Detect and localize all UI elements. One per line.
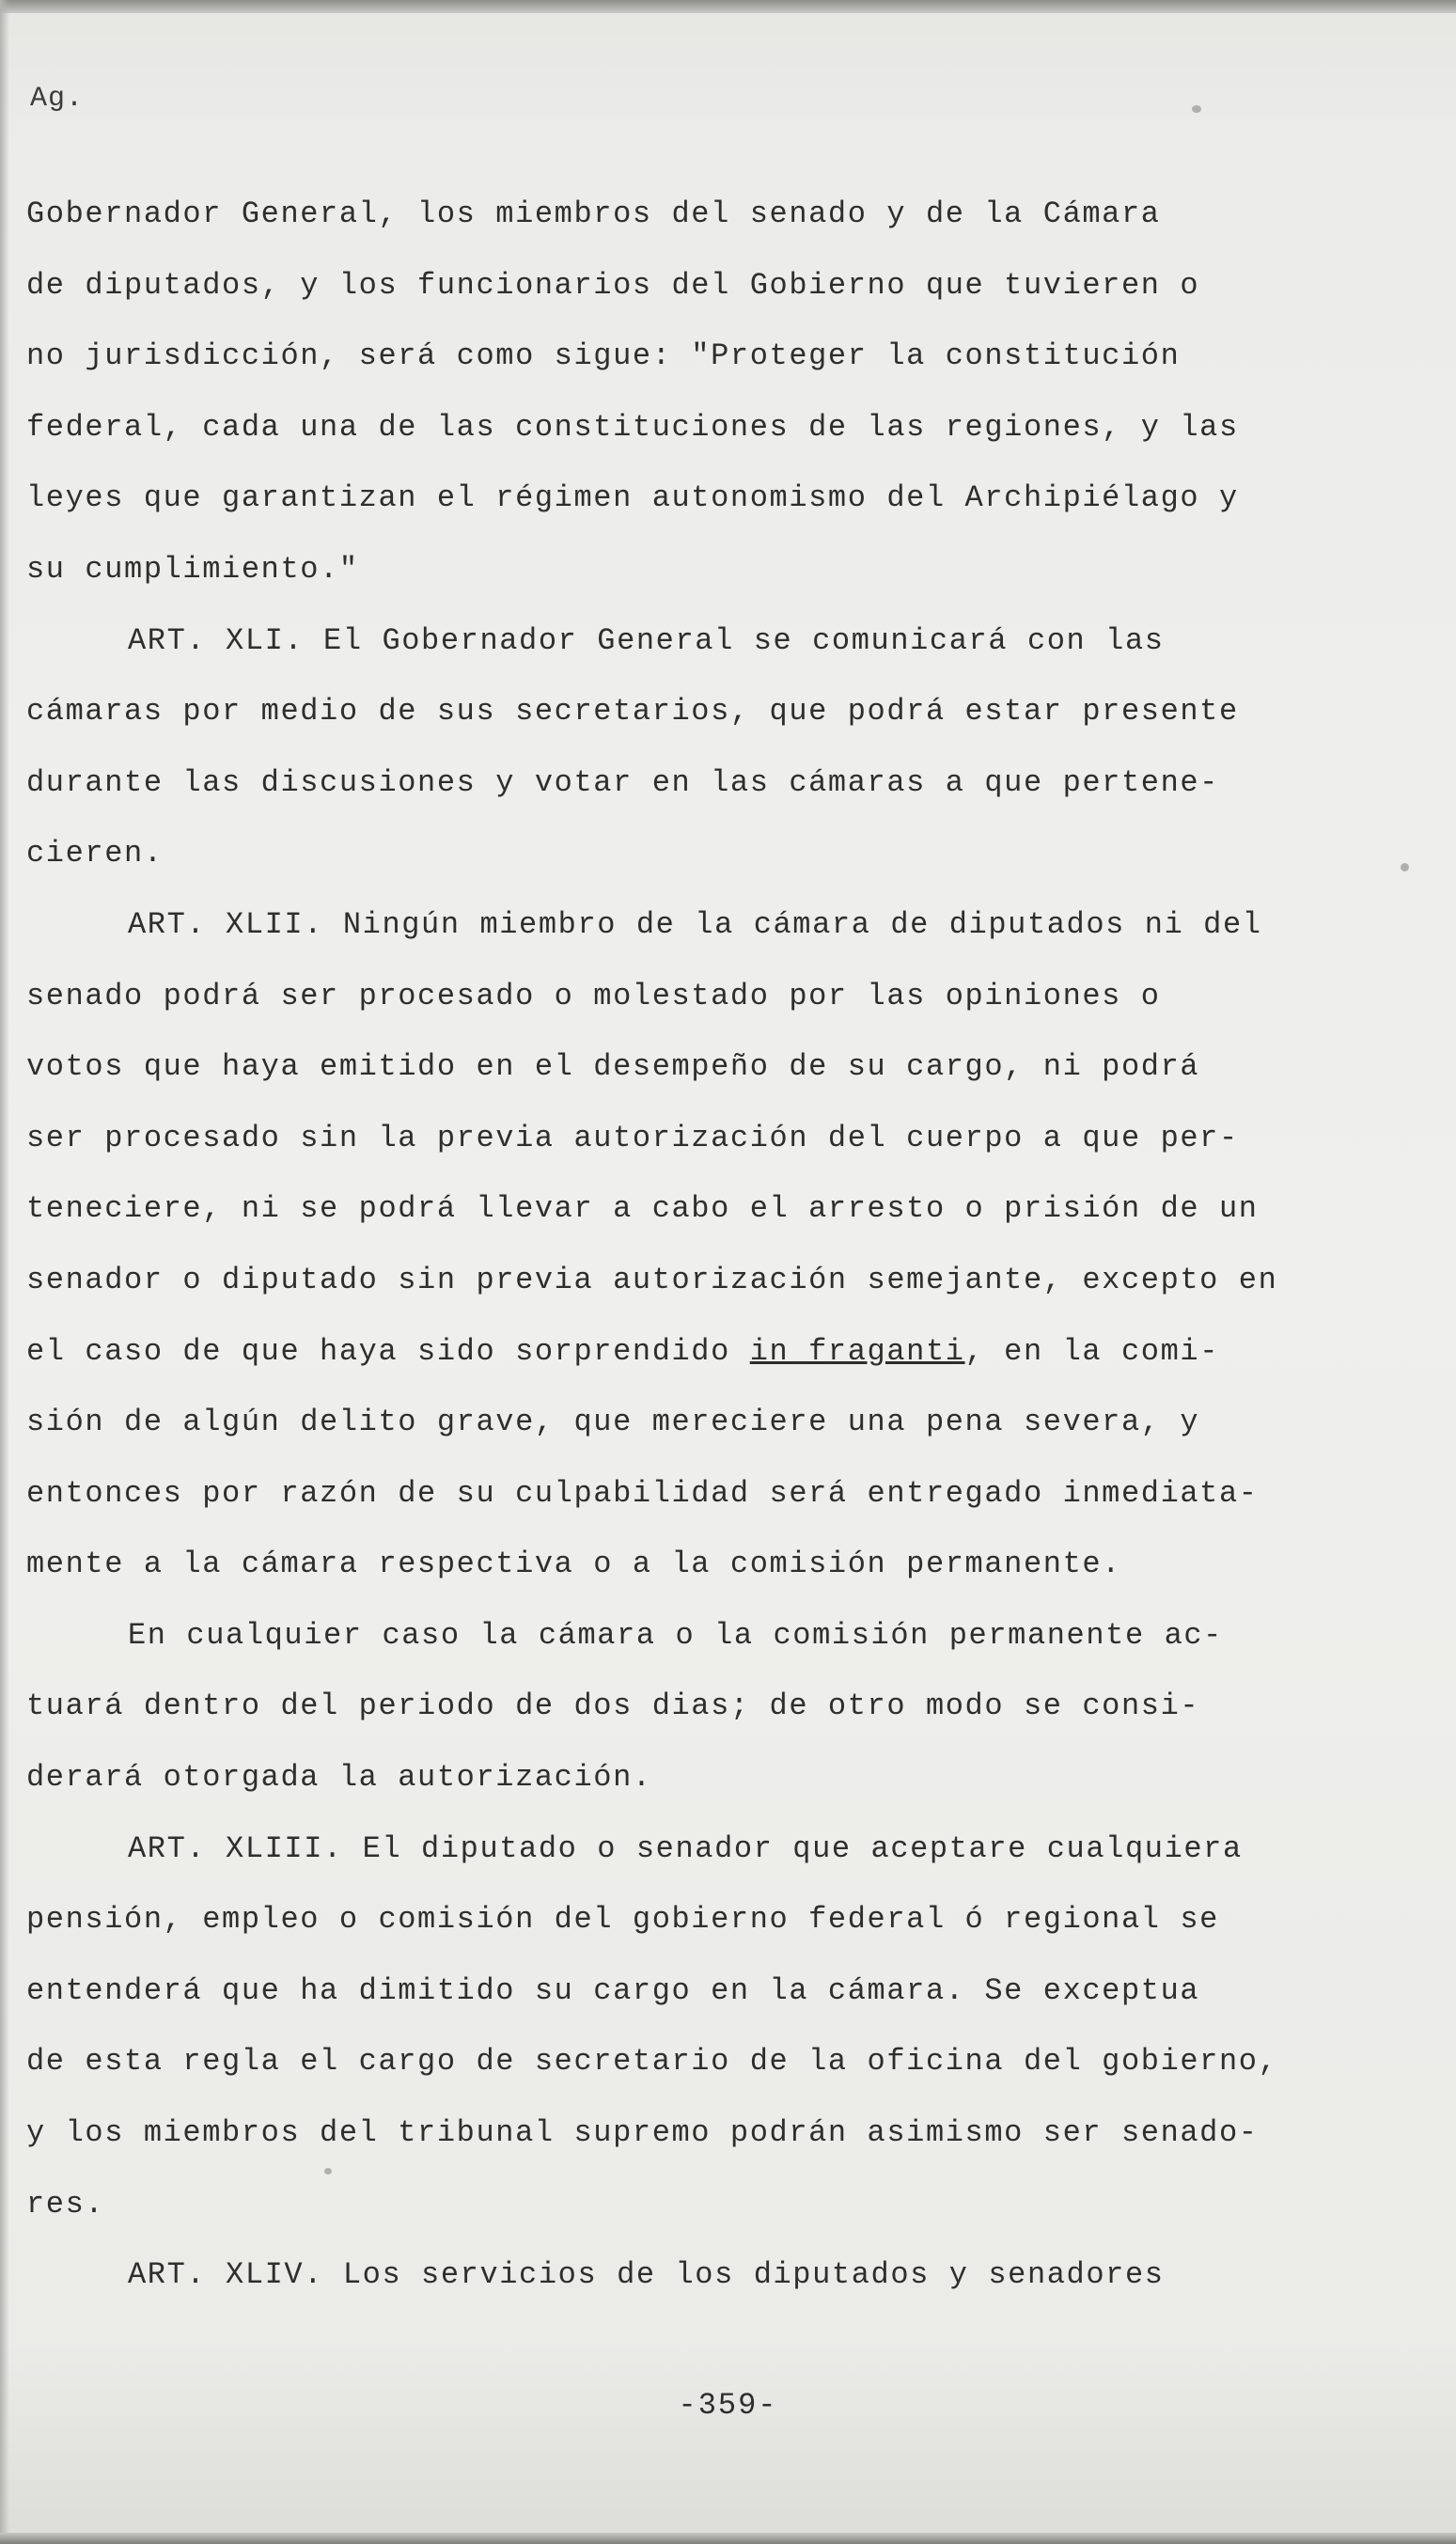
text-line: votos que haya emitido en el desempeño de su cargo, ni podrá xyxy=(26,1049,1200,1085)
text-line: cieren. xyxy=(26,836,164,872)
text-line: sión de algún delito grave, que mereciere una pena severa, y xyxy=(26,1405,1200,1440)
paragraph-first-line: En cualquier caso la cámara o la comisión permanente ac- xyxy=(128,1617,1223,1653)
text-line: y los miembros del tribunal supremo podrán asimismo ser senado- xyxy=(26,2115,1259,2151)
text-line: leyes que garantizan el régimen autonomismo del Archipiélago y xyxy=(26,480,1239,516)
text-line: pensión, empleo o comisión del gobierno federal ó regional se xyxy=(26,1902,1219,1938)
text-line: entenderá que ha dimitido su cargo en la cámara. Se exceptua xyxy=(26,1972,1200,2008)
document-body xyxy=(26,179,1417,2311)
text-line: federal, cada una de las constituciones de las regiones, y las xyxy=(26,409,1239,445)
text-segment: el caso de que haya sido sorprendido xyxy=(26,1333,750,1369)
text-line: teneciere, ni se podrá llevar a cabo el arresto o prisión de un xyxy=(26,1191,1259,1227)
scan-edge-bottom xyxy=(0,2533,1456,2544)
text-line: no jurisdicción, será como sigue: "Proteger la constitución xyxy=(26,338,1181,374)
text-segment: , en la comi- xyxy=(964,1333,1220,1369)
text-line: Gobernador General, los miembros del senado y de la Cámara xyxy=(26,196,1161,231)
text-line: senado podrá ser procesado o molestado por las opiniones o xyxy=(26,978,1161,1013)
text-line: tuará dentro del periodo de dos dias; de otro modo se consi- xyxy=(26,1688,1200,1724)
text-line: senador o diputado sin previa autorización semejante, excepto en xyxy=(26,1262,1278,1297)
document-reference: Ag. xyxy=(30,83,85,115)
text-line: res. xyxy=(26,2186,105,2222)
text-line: de diputados, y los funcionarios del Gobierno que tuvieren o xyxy=(26,267,1200,303)
text-line: entonces por razón de su culpabilidad será entregado inmediata- xyxy=(26,1475,1259,1511)
underlined-phrase: in fraganti xyxy=(749,1333,965,1369)
text-line: derará otorgada la autorización. xyxy=(26,1760,652,1796)
article-xlii-first-line: ART. XLII. Ningún miembro de la cámara de diputados ni del xyxy=(128,906,1262,942)
text-line: durante las discusiones y votar en las cámaras a que pertene- xyxy=(26,764,1219,800)
scan-edge-top xyxy=(0,0,1456,13)
article-xliv-first-line: ART. XLIV. Los servicios de los diputados y senadores xyxy=(128,2257,1165,2293)
article-xli-first-line: ART. XLI. El Gobernador General se comunicará con las xyxy=(128,622,1165,658)
article-xliii-first-line: ART. XLIII. El diputado o senador que aceptare cualquiera xyxy=(128,1830,1243,1866)
text-line: cámaras por medio de sus secretarios, que podrá estar presente xyxy=(26,694,1239,730)
text-line: su cumplimiento." xyxy=(26,551,359,587)
scan-edge-left xyxy=(0,0,9,2544)
text-line: mente a la cámara respectiva o a la comisión permanente. xyxy=(26,1547,1121,1582)
text-line-with-underline xyxy=(26,1316,1417,1388)
text-line: ser procesado sin la previa autorización del cuerpo a que per- xyxy=(26,1120,1239,1155)
text-line: de esta regla el cargo de secretario de la oficina del gobierno, xyxy=(26,2044,1278,2080)
page-number: -359- xyxy=(678,2388,778,2423)
paper-speck xyxy=(1192,105,1201,113)
